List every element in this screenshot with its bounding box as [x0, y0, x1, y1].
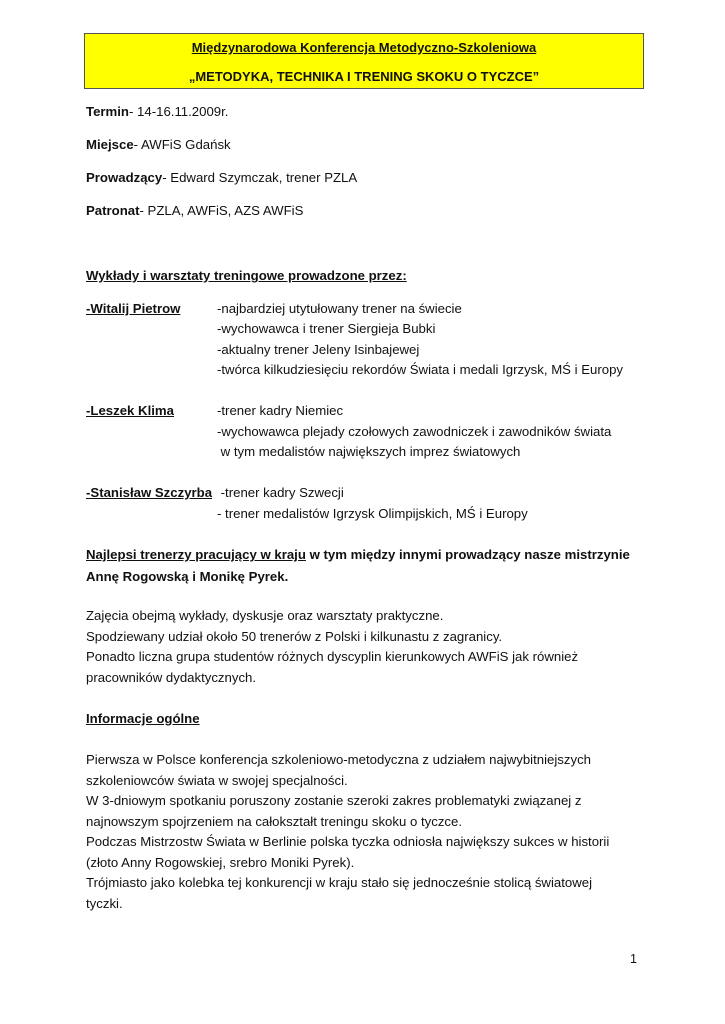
conference-theme: „METODYKA, TECHNIKA I TRENING SKOKU O TYCZCE”: [188, 69, 540, 84]
conference-name: Międzynarodowa Konferencja Metodyczno-Szkoleniowa: [191, 40, 537, 55]
lecturer-name: -Leszek Klima: [86, 403, 174, 418]
lecturer-detail: w tym medalistów największych imprez światowych: [217, 444, 521, 459]
meta-label: Miejsce: [86, 137, 134, 152]
best-coaches-line2: Annę Rogowską i Monikę Pyrek.: [86, 569, 289, 584]
general-line: Pierwsza w Polsce konferencja szkoleniowo-metodyczna z udziałem najwybitniejszych: [86, 752, 592, 767]
meta-value: - Edward Szymczak, trener PZLA: [162, 170, 358, 185]
activities-line: pracowników dydaktycznych.: [86, 670, 257, 685]
lecturer-detail: -wychowawca i trener Siergieja Bubki: [217, 321, 436, 336]
meta-miejsce: [86, 137, 231, 152]
general-heading: Informacje ogólne: [86, 711, 200, 726]
general-line: (złoto Anny Rogowskiej, srebro Moniki Pyrek).: [86, 855, 355, 870]
lecturer-name: -Stanisław Szczyrba: [86, 485, 213, 500]
general-line: Trójmiasto jako kolebka tej konkurencji w kraju stało się jednocześnie stolicą światowej: [86, 875, 592, 890]
lecturer-detail: -najbardziej utytułowany trener na świecie: [217, 301, 462, 316]
lecturers-heading: Wykłady i warsztaty treningowe prowadzone przez:: [86, 268, 407, 283]
lecturer-detail: -trener kadry Szwecji: [217, 485, 344, 500]
lecturer-detail: -wychowawca plejady czołowych zawodniczek i zawodników świata: [217, 424, 612, 439]
meta-value: - PZLA, AWFiS, AZS AWFiS: [139, 203, 304, 218]
lecturer-detail: -twórca kilkudziesięciu rekordów Świata i medali Igrzysk, MŚ i Europy: [217, 362, 624, 377]
lecturer-detail: -aktualny trener Jeleny Isinbajewej: [217, 342, 420, 357]
meta-value: - 14-16.11.2009r.: [129, 104, 229, 119]
conference-title-box: [84, 33, 644, 89]
page-number: 1: [630, 952, 637, 966]
general-line: najnowszym spojrzeniem na całokształt treningu skoku o tyczce.: [86, 814, 463, 829]
meta-label: Patronat: [86, 203, 140, 218]
general-line: tyczki.: [86, 896, 123, 911]
activities-line: Spodziewany udział około 50 trenerów z Polski i kilkunastu z zagranicy.: [86, 629, 503, 644]
activities-line: Ponadto liczna grupa studentów różnych dyscyplin kierunkowych AWFiS jak również: [86, 649, 579, 664]
meta-label: Prowadzący: [86, 170, 163, 185]
lecturer-detail: - trener medalistów Igrzysk Olimpijskich, MŚ i Europy: [217, 506, 528, 521]
best-coaches-rest: w tym między innymi prowadzący nasze mistrzynie: [305, 547, 630, 562]
lecturer-detail: -trener kadry Niemiec: [217, 403, 344, 418]
meta-termin: [86, 104, 228, 119]
general-line: W 3-dniowym spotkaniu poruszony zostanie szeroki zakres problematyki związanej z: [86, 793, 582, 808]
meta-prowadzacy: [86, 170, 357, 185]
activities-line: Zajęcia obejmą wykłady, dyskusje oraz warsztaty praktyczne.: [86, 608, 444, 623]
meta-label: Termin: [86, 104, 129, 119]
meta-patronat: [86, 203, 303, 218]
best-coaches-line1: [86, 547, 630, 562]
general-line: Podczas Mistrzostw Świata w Berlinie polska tyczka odniosła największy sukces w historii: [86, 834, 610, 849]
best-coaches-underlined: Najlepsi trenerzy pracujący w kraju: [86, 547, 306, 562]
lecturer-name: -Witalij Pietrow: [86, 301, 181, 316]
general-line: szkoleniowców świata w swojej specjalności.: [86, 773, 348, 788]
meta-value: - AWFiS Gdańsk: [133, 137, 231, 152]
